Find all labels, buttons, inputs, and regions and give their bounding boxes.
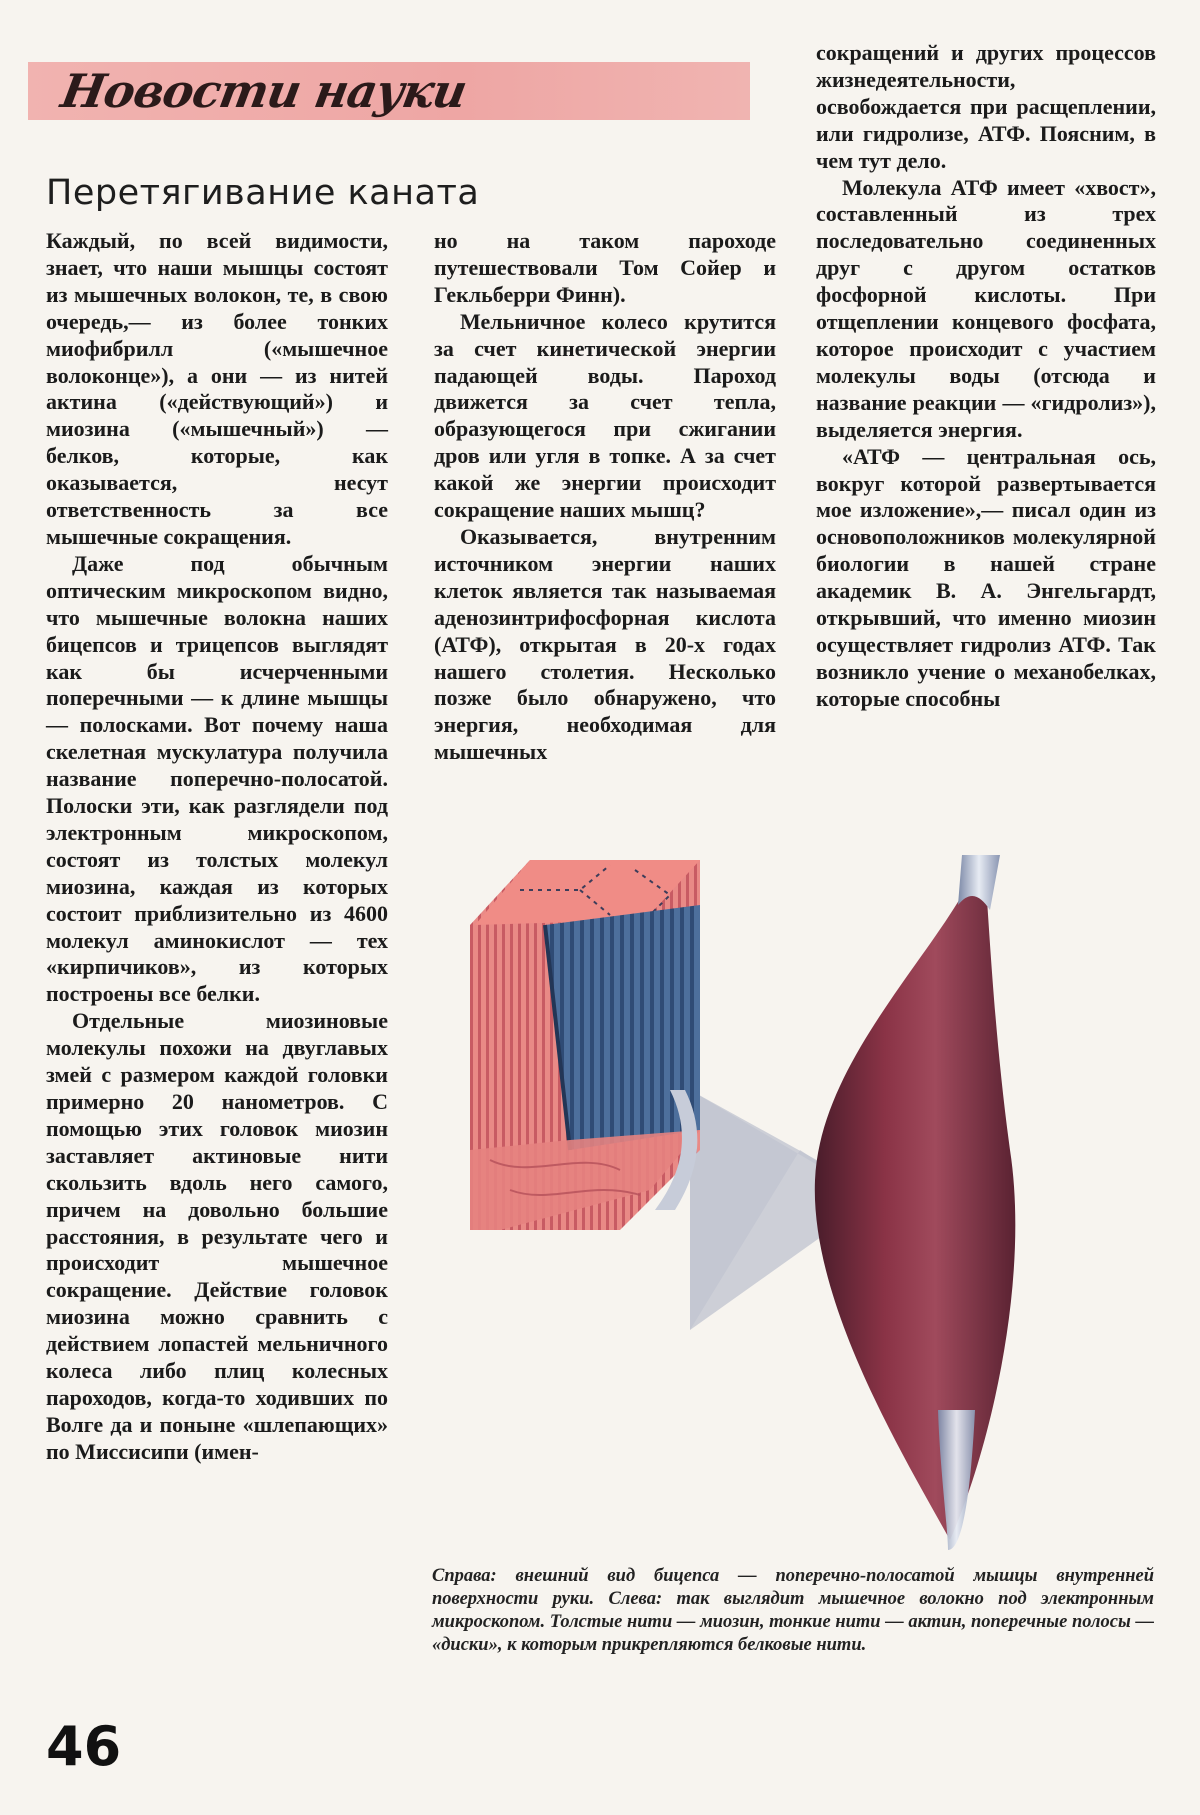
biceps-muscle [815, 870, 1016, 1540]
text-column-2 [434, 228, 776, 766]
muscle-fiber-block [470, 860, 700, 1230]
paragraph: но на таком пароходе путешествовали Том Сойер и Гекльберри Финн). [434, 228, 776, 307]
muscle-tendon-bottom [938, 1410, 975, 1550]
paragraph: «АТФ — центральная ось, вокруг которой развертывается мое изложение»,— писал один из основоположников молекулярной биологии в нашей стране академик В. А. Энгельгардт, открывший, что именно миозин осуществляет гидролиз АТФ. Так возникло учение о механобелках, которые способны [816, 443, 1156, 711]
paragraph: Отдельные миозиновые молекулы похожи на двуглавых змей с размером каждой головки примерно 20 нанометров. С помощью этих головок миозин заставляет актиновые нити скользить вдоль него самого, причем на довольно большие расстояния, в результате чего и происходит мышечное сокращение. Действие головок миозина можно сравнить с действием лопастей мельничного колеса либо плиц колесных пароходов, когда-то ходивших по Волге да и поныне «шлепающих» по Миссисипи (имен- [46, 1008, 388, 1464]
muscle-illustration [470, 850, 1170, 1570]
paragraph: Оказывается, внутренним источником энергии наших клеток является так называемая аденозинтрифосфорная кислота (АТФ), открытая в 20-х годах нашего столетия. Несколько позже было обнаружено, что энергия, необходимая для мышечных [434, 523, 776, 765]
paragraph: сокращений и других процессов жизнедеятельности, освобождается при расщеплении, или гидролизе, АТФ. Поясним, в чем тут дело. [816, 40, 1156, 173]
paragraph: Каждый, по всей видимости, знает, что наши мышцы состоят из мышечных волокон, те, в свою очередь,— из более тонких миофибрилл («мышечное волоконце»), а они — из нитей актина («действующий») и миозина («мышечный») — белков, которые, как оказывается, несут ответственность за все мышечные сокращения. [46, 228, 388, 549]
article-title: Перетягивание каната [46, 173, 480, 214]
page-number: 46 [46, 1715, 122, 1778]
paragraph: Даже под обычным оптическим микроскопом видно, что мышечные волокна наших бицепсов и трицепсов выглядят как бы исчерченными поперечными — к длине мышцы — полосками. Вот почему наша скелетная мускулатура получила название поперечно-полосатой. Полоски эти, как разглядели под электронным микроскопом, состоят из толстых молекул миозина, каждая из которых состоит приблизительно из 4600 молекул аминокислот — тех «кирпичиков», из которых построены все белки. [46, 550, 388, 1007]
rubric-band [28, 62, 750, 120]
paragraph: Мельничное колесо крутится за счет кинетической энергии падающей воды. Пароход движется за счет тепла, образующегося при сжигании дров или угля в топке. А за счет какой же энергии происходит сокращение наших мышц? [434, 308, 776, 523]
text-column-1 [46, 228, 388, 1466]
paragraph: Молекула АТФ имеет «хвост», составленный из трех последовательно соединенных друг с другом остатков фосфорной кислоты. При отщеплении концевого фосфата, которое происходит с участием молекулы воды (отсюда и название реакции — «гидролиз»), выделяется энергия. [816, 174, 1156, 442]
rubric-title: Новости науки [57, 64, 471, 118]
text-column-3 [816, 40, 1156, 713]
figure-caption: Справа: внешний вид бицепса — поперечно-полосатой мышцы внутренней поверхности руки. Слева: так выглядит мышечное волокно под электронным микроскопом. Толстые нити — миозин, тонкие нити — актин, поперечные полосы — «диски», к которым прикрепляются белковые нити. [432, 1566, 1154, 1655]
